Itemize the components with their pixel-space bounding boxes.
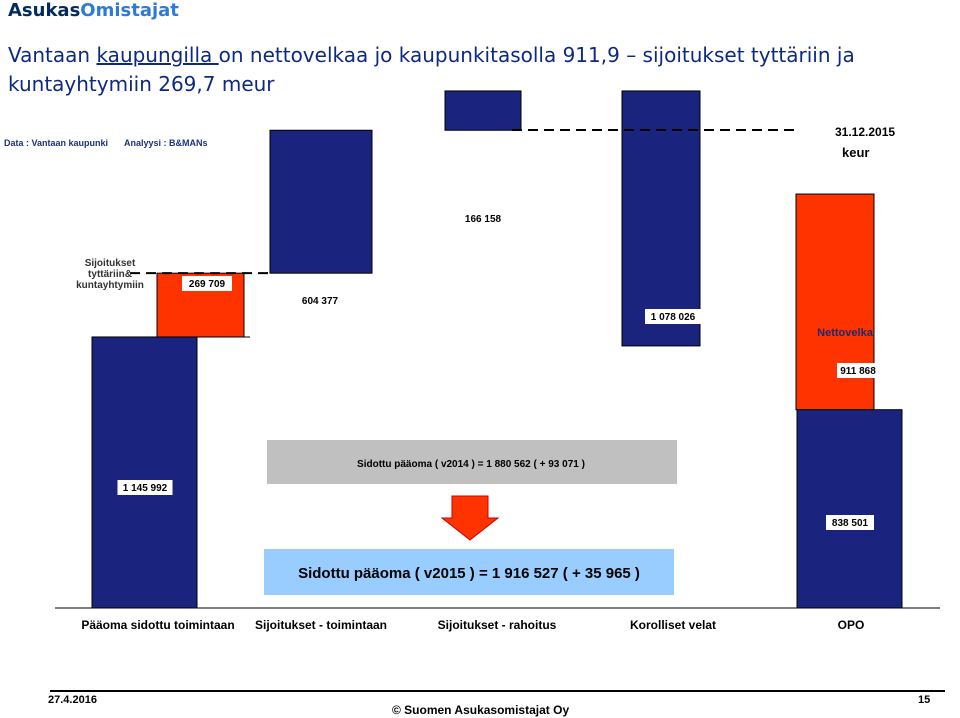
info-boxes-group [264,440,677,595]
bar-1 [92,337,197,608]
category-label-2: Sijoitukset - toimintaan [254,618,388,632]
bar-6-annotation: Nettovelka [817,327,873,339]
category-label-3: Sijoitukset - rahoitus [437,618,557,632]
title-line2: kuntayhtymiin 269,7 meur [8,72,275,96]
brand-part1: Asukas [8,0,81,21]
category-label-1: Pääoma sidottu toimintaan [81,618,235,632]
bar-7 [797,410,902,608]
value-label-1: 1 145 992 [122,483,168,494]
unit-label: keur [842,145,870,160]
title-line1-underlined: kaupungilla [96,43,219,67]
bar-2-annotation-line-2: tyttäriin& [88,269,132,280]
value-label-3: 604 377 [301,296,339,307]
bar-3 [270,130,372,273]
data-source-label: Data : Vantaan kaupunki [4,138,109,148]
bar-2-annotation-line-3: kuntayhtymiin [76,280,144,291]
title-line1-a: Vantaan [8,43,97,67]
analysis-label: Analyysi : B&MANs [124,138,208,148]
footer-copyright: © Suomen Asukasomistajat Oy [392,703,570,717]
date-label: 31.12.2015 [835,125,896,139]
footer-date: 27.4.2016 [48,694,97,706]
value-label-7: 838 501 [831,518,869,529]
axis-group [55,608,940,632]
blue-box-text: Sidottu pääoma ( v2015 ) = 1 916 527 ( + 35 965 ) [298,565,640,582]
bar-4 [445,91,521,130]
gray-box-text: Sidottu pääoma ( v2014 ) = 1 880 562 ( + 93 071 ) [357,459,585,470]
value-label-4: 166 158 [464,214,502,225]
footer-divider [50,690,945,692]
category-label-4: Korolliset velat [629,618,717,632]
value-label-5: 1 078 026 [650,312,696,323]
footer-page-number: 15 [918,694,931,706]
brand-part2: Omistajat [80,0,179,21]
bar-2-annotation-line-1: Sijoitukset [84,258,136,269]
value-label-6: 911 868 [840,366,876,377]
value-label-2: 269 709 [188,279,226,290]
down-arrow-icon [442,496,498,540]
title-line1-b: on nettovelkaa jo kaupunkitasolla 911,9 – sijoitukset tyttäriin ja [218,43,855,67]
category-label-5: OPO [837,618,865,632]
bars-group [92,91,902,608]
